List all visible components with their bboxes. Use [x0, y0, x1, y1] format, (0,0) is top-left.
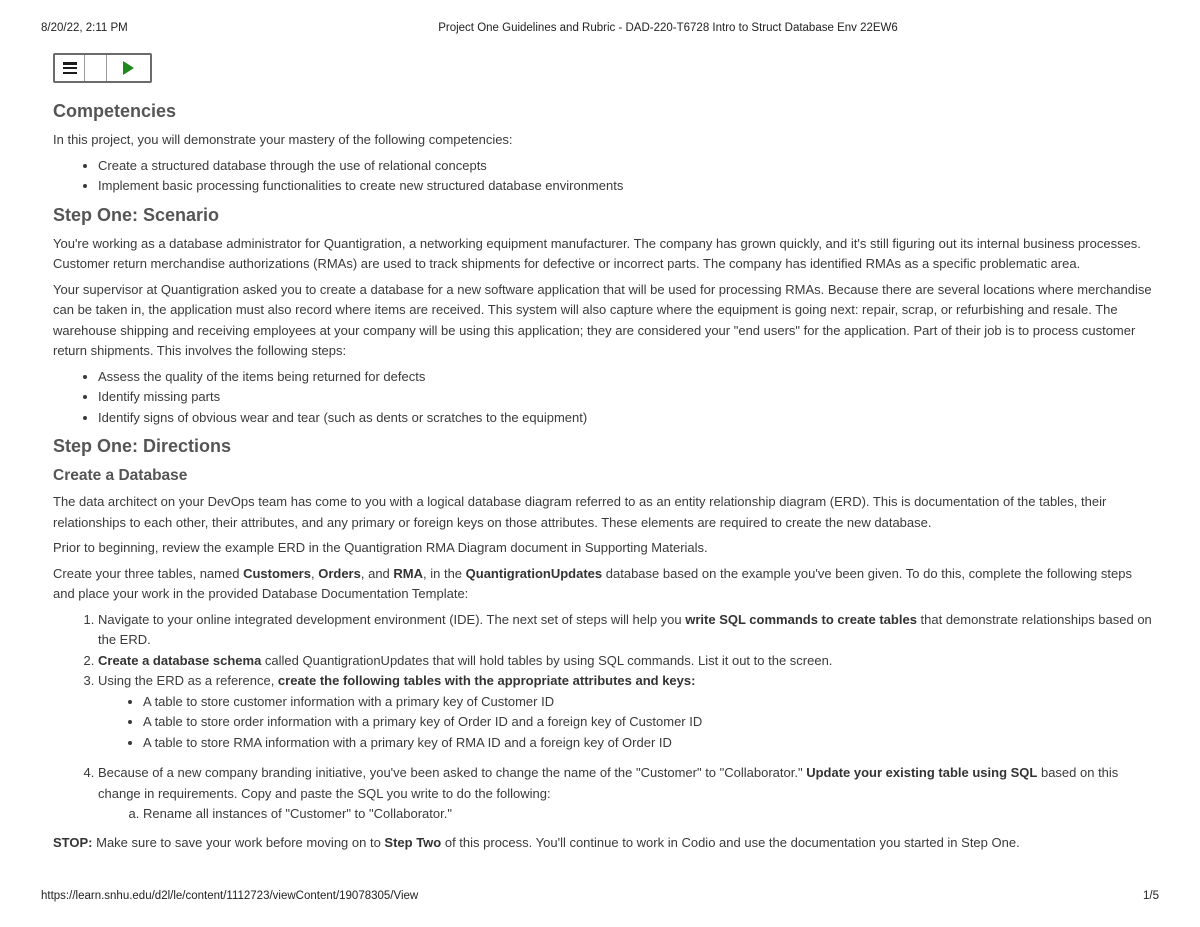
menu-button[interactable]: [55, 55, 85, 81]
scenario-paragraph-2: Your supervisor at Quantigration asked you to create a database for a new software application that will be used for processing RMAs. Because there are several locations where merchandise can be taken in, the application must also record where items are received. This system will also capture where the equipment is going next: repair, scrap, or refurbishing and resale. The warehouse shipping and receiving employees at your company will be using this application; they are considered your "end users" for the application. Part of their job is to process customer return shipments. This involves the following steps:: [53, 281, 1152, 358]
list-item: • A table to store order information with a primary key of Order ID and a foreign key of Customer ID: [143, 712, 1153, 733]
directions-heading: Step One: Directions: [53, 436, 232, 456]
text-run: Because of a new company branding initiative, you've been asked to change the name of the "Customer" to "Collaborator.": [98, 765, 807, 780]
text-run: Make sure to save your work before moving on to: [92, 834, 385, 850]
list-item: • Identify missing parts: [98, 387, 1153, 408]
toolbar-separator-button[interactable]: [85, 55, 107, 81]
stop-label: STOP:: [53, 834, 93, 850]
table-name-orders: Orders: [318, 565, 361, 581]
text-run: Navigate to your online integrated development environment (IDE). The next set of steps will help you: [98, 611, 686, 627]
page-number: 1/5: [1143, 890, 1159, 902]
step-4-sublist: [98, 804, 1153, 825]
text-run: called QuantigrationUpdates that will hold tables by using SQL commands. List it out to the screen.: [261, 652, 833, 668]
reader-toolbar: [53, 53, 152, 83]
bold-run: Update your existing table using SQL: [806, 765, 1038, 780]
play-button[interactable]: [107, 55, 150, 81]
stop-note: [53, 833, 1153, 854]
table-name-rma: RMA: [393, 565, 423, 581]
text-run: ,: [310, 565, 319, 581]
competencies-intro: In this project, you will demonstrate your mastery of the following competencies:: [53, 132, 513, 147]
page-content: [53, 98, 1153, 858]
text-run: , in the: [423, 565, 466, 581]
directions-paragraph-3: [53, 564, 1153, 605]
step-3: [98, 671, 1153, 753]
list-item: a. Rename all instances of "Customer" to "Collaborator.": [143, 804, 1153, 825]
scenario-heading: Step One: Scenario: [53, 204, 220, 225]
print-url: https://learn.snhu.edu/d2l/le/content/1112723/viewContent/19078305/View: [41, 890, 419, 902]
list-item: • A table to store RMA information with a primary key of RMA ID and a foreign key of Order ID: [143, 733, 1153, 754]
list-item: • A table to store customer information with a primary key of Customer ID: [143, 692, 1153, 713]
list-item: • Create a structured database through the use of relational concepts: [98, 156, 1153, 177]
competencies-list: [53, 156, 1153, 197]
print-title: Project One Guidelines and Rubric - DAD-220-T6728 Intro to Struct Database Env 22EW6: [438, 22, 898, 34]
scenario-steps-list: [53, 367, 1153, 429]
bold-run: write SQL commands to create tables: [685, 611, 917, 627]
directions-steps-list: [53, 610, 1153, 825]
directions-paragraph-2: Prior to beginning, review the example ERD in the Quantigration RMA Diagram document in Supporting Materials.: [53, 540, 708, 555]
text-run: Using the ERD as a reference,: [98, 673, 278, 688]
list-item: • Implement basic processing functionalities to create new structured database environments: [98, 176, 1153, 197]
text-run: Create your three tables, named: [53, 565, 244, 581]
text-run: database based on the example you've been given. To do this, complete the following steps and place your work in the provided Database Documentation Template:: [53, 565, 1132, 601]
text-run: based on this change in requirements. Copy and paste the SQL you write to do the following:: [98, 765, 1119, 801]
step-4: [98, 763, 1153, 825]
menu-icon: [63, 62, 77, 74]
table-requirements-list: [98, 692, 1153, 754]
bold-run: Step Two: [384, 834, 442, 850]
print-date: 8/20/22, 2:11 PM: [41, 22, 128, 34]
play-icon: [123, 61, 134, 75]
text-run: , and: [360, 565, 394, 581]
list-item: • Assess the quality of the items being returned for defects: [98, 367, 1153, 388]
text-run: that demonstrate relationships based on the ERD.: [98, 611, 1152, 647]
create-database-heading: Create a Database: [53, 467, 188, 484]
text-run: of this process. You'll continue to work in Codio and use the documentation you started in Step One.: [441, 834, 1020, 850]
bold-run: create the following tables with the appropriate attributes and keys:: [277, 673, 696, 688]
directions-paragraph-1: The data architect on your DevOps team has come to you with a logical database diagram referred to as an entity relationship diagram (ERD). This is documentation of the tables, their relationships to each other, their attributes, and any primary or foreign keys on those attributes. These elements are required to create the new database.: [53, 494, 1107, 530]
step-2: [98, 651, 1153, 672]
step-1: [98, 610, 1153, 651]
scenario-paragraph-1: You're working as a database administrator for Quantigration, a networking equipment manufacturer. The company has grown quickly, and it's still figuring out its internal business processes. Customer return merchandise authorizations (RMAs) are used to track shipments for defective or incorrect parts. The company has identified RMAs as a specific problematic area.: [53, 235, 1141, 271]
competencies-heading: Competencies: [53, 101, 177, 121]
bold-run: Create a database schema: [98, 652, 262, 668]
database-name: QuantigrationUpdates: [465, 565, 603, 581]
table-name-customers: Customers: [243, 565, 311, 581]
list-item: • Identify signs of obvious wear and tear (such as dents or scratches to the equipment): [98, 408, 1153, 429]
